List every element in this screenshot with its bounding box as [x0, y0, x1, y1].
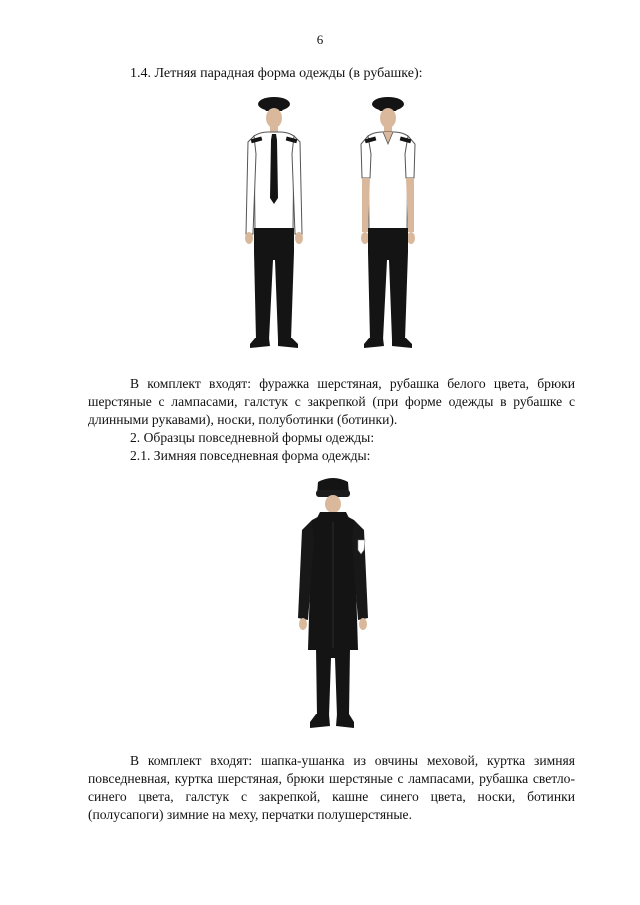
- winter-kit-paragraph: В комплект входят: шапка-ушанка из овчины меховой, куртка зимняя повседневная, куртка шерстяная, брюки шерстяные с лампасами, рубашка светло-синего цвета, галстук с закрепкой, кашне синего цвета, носки, ботинки (полусапоги) зимние на меху, перчатки полушерстяные.: [88, 753, 575, 822]
- section-heading-everyday: 2. Образцы повседневной формы одежды:: [130, 430, 375, 445]
- section-heading-winter-everyday: 2.1. Зимняя повседневная форма одежды:: [130, 448, 371, 463]
- page-number: 6: [316, 32, 324, 47]
- figure-winter-coat: [292, 476, 374, 738]
- figure-long-sleeve-shirt: [238, 94, 310, 358]
- summer-kit-paragraph: В комплект входят: фуражка шерстяная, рубашка белого цвета, брюки шерстяные с лампасами, галстук с закрепкой (при форме одежды в рубашке с длинными рукавами), носки, полуботинки (ботинки).: [88, 376, 575, 427]
- figure-short-sleeve-shirt: [352, 94, 424, 358]
- section-heading-summer-dress: 1.4. Летняя парадная форма одежды (в рубашке):: [130, 66, 423, 81]
